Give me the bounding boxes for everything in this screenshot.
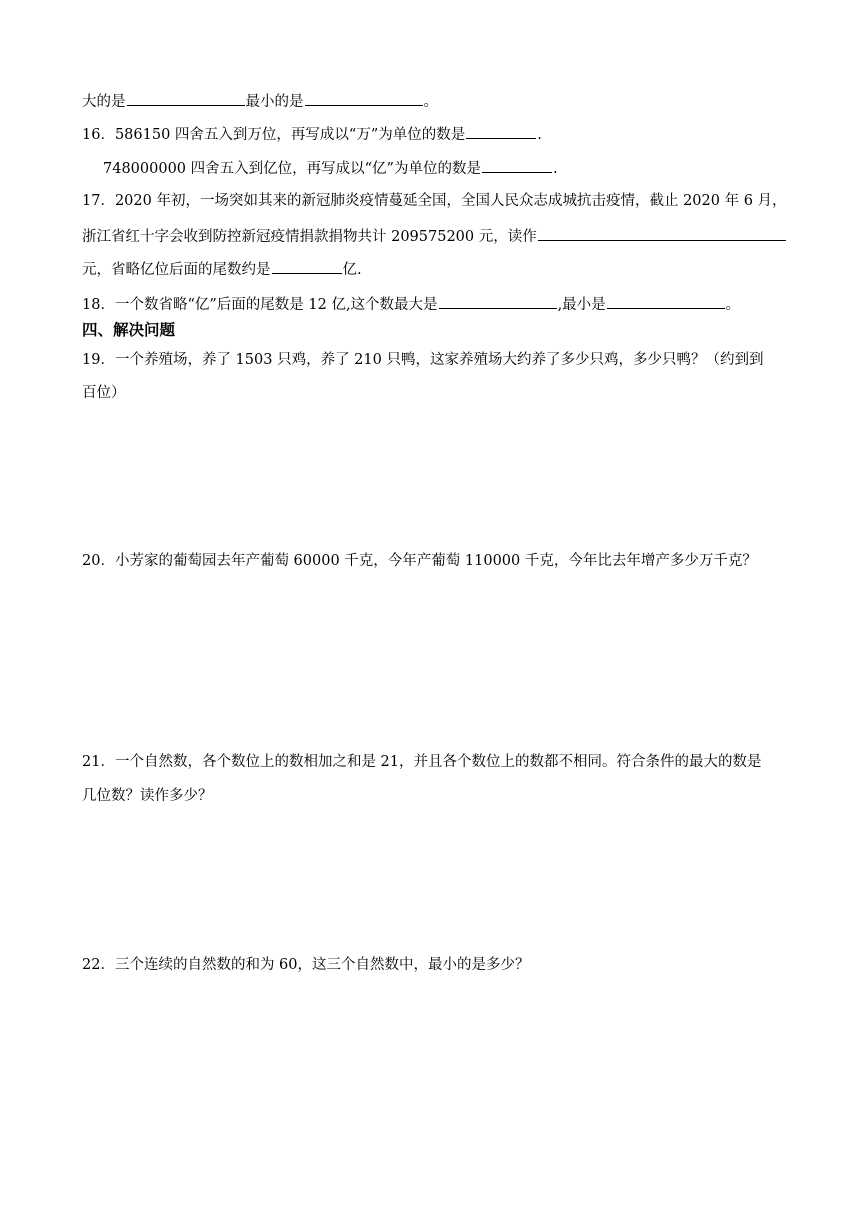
q17-blank-read[interactable] [538, 225, 786, 241]
q18-number: 18． [82, 297, 115, 313]
q17-number: 17． [82, 193, 115, 209]
q17-text-1: 2020 年初，一场突如其来的新冠肺炎疫情蔓延全国，全国人民众志成城抗击疫情，截止 2020 年 6 月， [114, 193, 787, 209]
q22-text: 三个连续的自然数的和为 60，这三个自然数中，最小的是多少？ [114, 957, 530, 973]
q16-line1 [82, 123, 542, 145]
q17-end: 亿. [342, 262, 362, 278]
q15-blank-max[interactable] [127, 90, 245, 106]
q15-text-3: 。 [423, 94, 438, 110]
q17-line1 [82, 191, 787, 211]
q20-line [82, 551, 757, 571]
q20-number: 20． [82, 553, 115, 569]
q18-line [82, 293, 740, 315]
section-heading: 四、解决问题 [82, 321, 176, 339]
q19-line2: 百位） [82, 385, 126, 401]
q17-blank-approx[interactable] [272, 258, 342, 274]
q17-line2 [82, 225, 787, 247]
q16-end-1: . [537, 127, 542, 143]
q17-text-3: 元，省略亿位后面的尾数约是 [82, 262, 271, 278]
q16-blank-1[interactable] [466, 123, 536, 139]
q16-text-1: 586150 四舍五入到万位，再写成以“万”为单位的数是 [114, 127, 466, 143]
q18-blank-max[interactable] [439, 293, 557, 309]
q16-line2 [103, 157, 558, 179]
q21-line2: 几位数？读作多少？ [82, 788, 213, 804]
q21-line1 [82, 752, 762, 772]
q16-number: 16． [82, 127, 115, 143]
q22-number: 22． [82, 957, 115, 973]
q18-text-2: ,最小是 [557, 297, 606, 313]
q15-text-2: 最小的是 [245, 94, 304, 110]
q15-tail-line [82, 90, 438, 112]
q19-text-1: 一个养殖场，养了 1503 只鸡，养了 210 只鸭，这家养殖场大约养了多少只鸡，多少只鸭？（约到到 [114, 352, 764, 368]
q16-text-2: 748000000 四舍五入到亿位，再写成以“亿”为单位的数是 [103, 161, 481, 177]
q19-number: 19． [82, 352, 115, 368]
q21-number: 21． [82, 754, 115, 770]
q15-blank-min[interactable] [305, 90, 423, 106]
q17-text-2: 浙江省红十字会收到防控新冠疫情捐款捐物共计 209575200 元，读作 [82, 229, 537, 245]
q19-line1 [82, 350, 763, 370]
q16-blank-2[interactable] [482, 157, 552, 173]
q22-line [82, 955, 530, 975]
q17-line3 [82, 258, 362, 280]
q18-text-1: 一个数省略“亿”后面的尾数是 12 亿,这个数最大是 [114, 297, 438, 313]
q18-text-3: 。 [725, 297, 741, 313]
q15-text-1: 大的是 [82, 94, 126, 110]
q16-end-2: . [552, 161, 558, 177]
q21-text-1: 一个自然数，各个数位上的数相加之和是 21，并且各个数位上的数都不相同。符合条件的最大的数是 [114, 754, 762, 770]
q18-blank-min[interactable] [607, 293, 725, 309]
q20-text: 小芳家的葡萄园去年产葡萄 60000 千克，今年产葡萄 110000 千克，今年比去年增产多少万千克？ [114, 553, 757, 569]
